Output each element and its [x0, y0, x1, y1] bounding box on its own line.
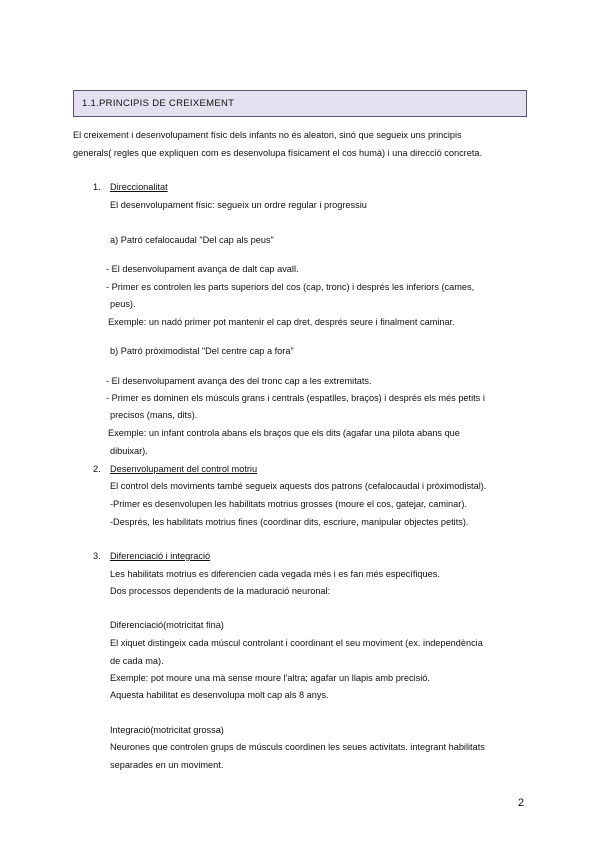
paragraph-line: -Després, les habilitats motrius fines (coordinar dits, escriure, manipular objectes petits).: [110, 517, 469, 527]
intro-line: generals( regles que expliquen com es desenvolupa físicament el cos humà) i una direcció concreta.: [73, 148, 483, 158]
paragraph-line: precisos (mans, dits).: [110, 410, 198, 420]
paragraph-line: - Primer es dominen els músculs grans i centrals (espatlles, braços) i després els més petits i: [106, 393, 485, 403]
list-number: 1.: [93, 182, 101, 192]
paragraph-line: Aquesta habilitat es desenvolupa molt cap als 8 anys.: [110, 690, 329, 700]
paragraph-line: El desenvolupament físic: segueix un ordre regular i progressiu: [110, 200, 367, 210]
paragraph-line: de cada ma).: [110, 656, 164, 666]
example-line: Exemple: un nadó primer pot mantenir el cap dret, després seure i finalment caminar.: [108, 317, 455, 327]
paragraph-line: - Primer es controlen les parts superiors del cos (cap, tronc) i després les inferiors (cames,: [106, 282, 475, 292]
subheading: Diferenciació(motricitat fina): [110, 620, 224, 630]
list-number: 2.: [93, 464, 101, 474]
list-number: 3.: [93, 551, 101, 561]
paragraph-line: - El desenvolupament avança des del tronc cap a les extremitats.: [106, 376, 372, 386]
item-title: Desenvolupament del control motriu: [110, 464, 258, 474]
item-title: Diferenciació i integració: [110, 551, 211, 561]
paragraph-line: peus).: [110, 299, 136, 309]
paragraph-line: Les habilitats motrius es diferencien cada vegada més i es fan més específiques.: [110, 569, 440, 579]
paragraph-line: dibuixar).: [110, 446, 148, 456]
subheading: b) Patró pròximodistal "Del centre cap a fora": [110, 346, 294, 356]
example-line: Exemple: un infant controla abans els braços que els dits (agafar una pilota abans que: [108, 428, 460, 438]
item-title: Direccionalitat: [110, 182, 168, 192]
paragraph-line: - El desenvolupament avança de dalt cap avall.: [106, 264, 299, 274]
paragraph-line: separades en un moviment.: [110, 760, 224, 770]
example-line: Exemple: pot moure una mà sense moure l'altra; agafar un llapis amb precisió.: [110, 673, 430, 683]
section-heading: 1.1.PRINCIPIS DE CREIXEMENT: [82, 98, 235, 109]
paragraph-line: El control dels moviments també segueix aquests dos patrons (cefalocaudal i pròximodistal).: [110, 481, 487, 491]
section-heading-box: [73, 90, 527, 117]
intro-line: El creixement i desenvolupament físic dels infants no és aleatori, sinó que segueix uns principis: [73, 130, 462, 140]
paragraph-line: El xiquet distingeix cada múscul controlant i coordinant el seu moviment (ex. independència: [110, 638, 483, 648]
subheading: a) Patró cefalocaudal "Del cap als peus": [110, 235, 274, 245]
paragraph-line: Dos processos dependents de la maduració neuronal:: [110, 586, 331, 596]
subheading: Integració(motricitat grossa): [110, 725, 224, 735]
paragraph-line: Neurones que controlen grups de músculs coordinen les seues activitats. integrant habilitats: [110, 742, 485, 752]
paragraph-line: -Primer es desenvolupen les habilitats motrius grosses (moure el cos, gatejar, caminar).: [110, 499, 467, 509]
page-number: 2: [518, 797, 525, 809]
